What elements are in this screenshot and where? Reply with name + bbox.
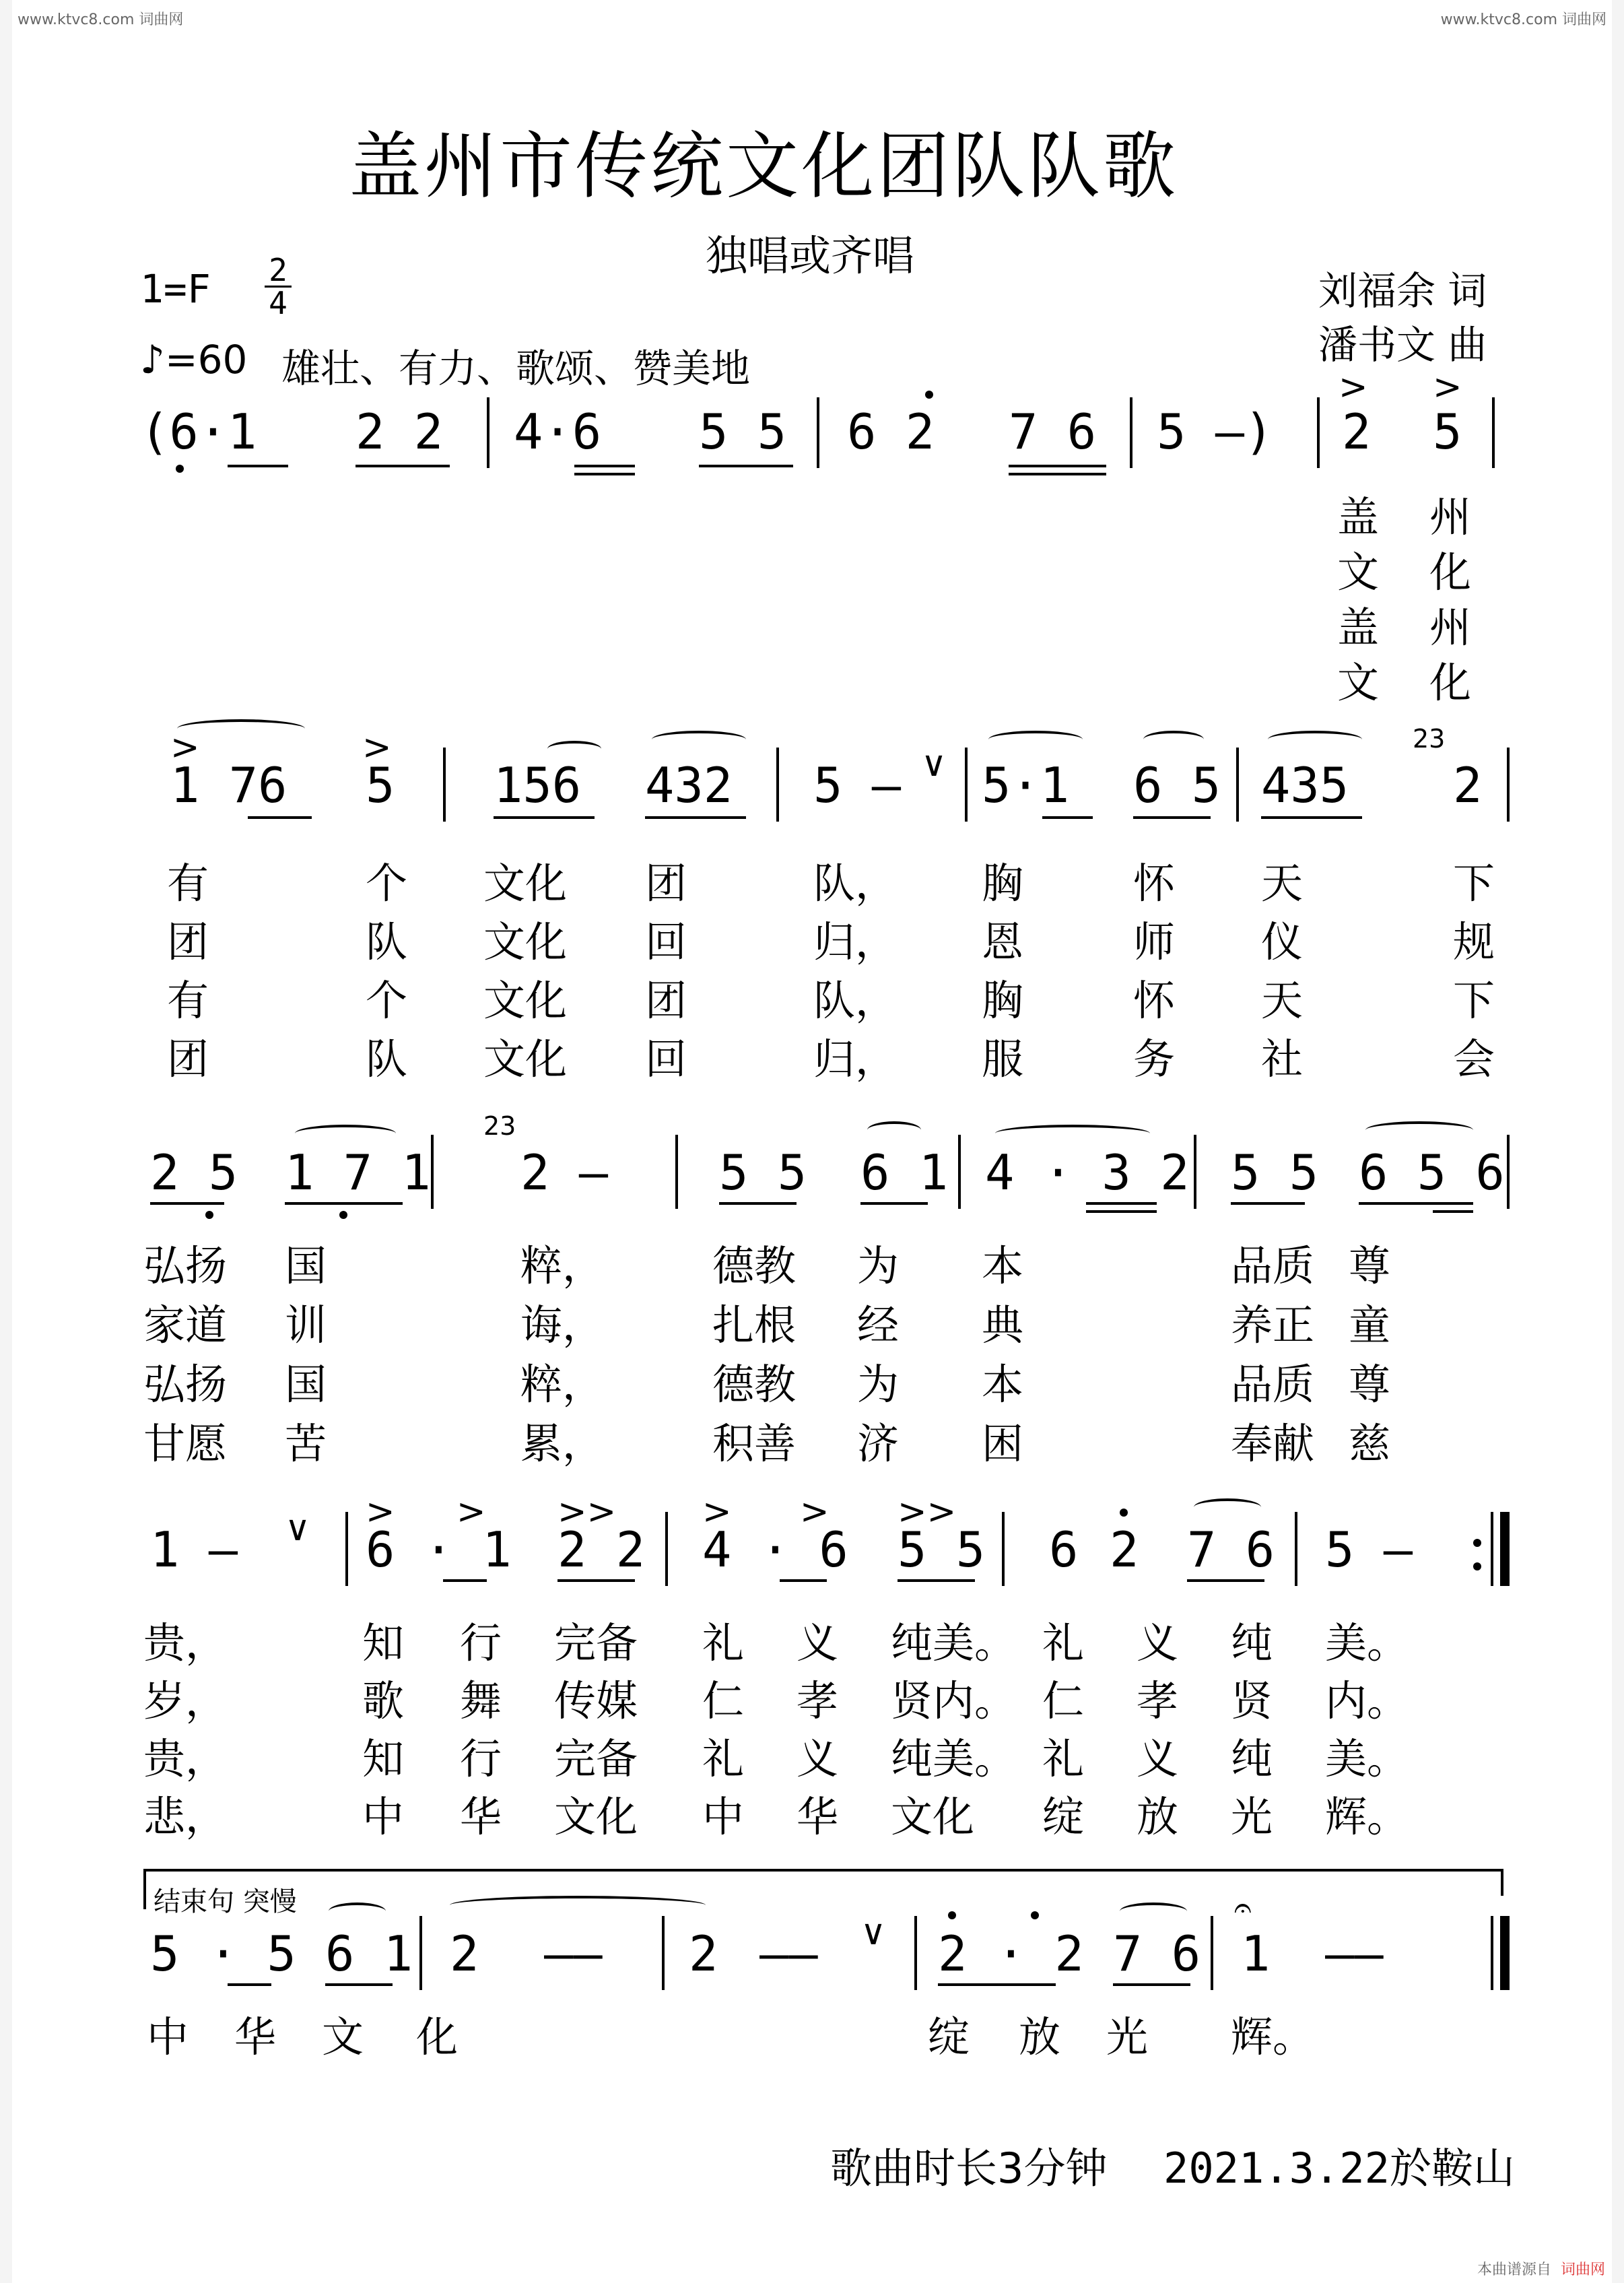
- lyric: 经: [857, 1300, 900, 1350]
- fermata-icon: 𝄐: [1234, 1889, 1252, 1925]
- barline: [345, 1512, 348, 1586]
- barline: [487, 397, 489, 468]
- lyric: 师: [1133, 917, 1176, 966]
- low-dot: [205, 1211, 213, 1219]
- underline: [150, 1202, 224, 1205]
- note-group: 6 5: [1133, 757, 1221, 814]
- note-group: 6 · 1: [366, 1521, 512, 1578]
- barline: [1492, 397, 1495, 468]
- lyric: 华: [797, 1792, 839, 1841]
- high-dot: [1031, 1911, 1039, 1919]
- lyric: 舞: [460, 1676, 502, 1725]
- underline: [860, 1202, 928, 1205]
- lyric: 知: [362, 1734, 405, 1783]
- slur: [1194, 1498, 1261, 1516]
- lyric: 州: [1429, 492, 1472, 541]
- lyric: 中: [147, 2012, 189, 2061]
- lyric: 仁: [702, 1676, 745, 1725]
- underline: [645, 816, 746, 819]
- lyric: 下: [1453, 976, 1495, 1025]
- lyric: 规: [1453, 917, 1495, 966]
- song-title: 盖州市传统文化团队队歌: [349, 125, 1179, 209]
- lyric: 家道: [143, 1300, 228, 1350]
- barline: [443, 748, 446, 822]
- underline: [1133, 816, 1211, 819]
- lyric: 州: [1429, 603, 1472, 652]
- barline: [1507, 1135, 1510, 1209]
- note-group: 5 —: [1325, 1521, 1413, 1578]
- lyric: 国: [285, 1241, 327, 1290]
- note-group: 6 2: [847, 403, 935, 460]
- time-top: 2: [269, 252, 287, 288]
- lyric: 华: [234, 2012, 277, 2061]
- note-group: 2 —: [520, 1144, 609, 1201]
- lyricist-credit: 刘福余 词: [1318, 268, 1487, 314]
- lyric: 完备: [554, 1734, 638, 1783]
- lyric: 童: [1349, 1300, 1391, 1350]
- lyric: 传媒: [554, 1676, 638, 1725]
- lyric: 文化: [483, 859, 568, 908]
- lyric: 为: [857, 1241, 900, 1290]
- lyric: 为: [857, 1360, 900, 1409]
- lyric: 慈: [1349, 1419, 1391, 1468]
- high-dot: [948, 1911, 956, 1919]
- lyric: 累，: [520, 1419, 605, 1468]
- score-page: [12, 0, 1612, 2283]
- lyric: 回: [645, 917, 687, 966]
- lyric: 胸: [982, 976, 1024, 1025]
- lyric: 化: [416, 2012, 459, 2061]
- lyric: 美。: [1325, 1734, 1409, 1783]
- lyric: 文: [322, 2012, 364, 2061]
- lyric: 贤: [1231, 1676, 1273, 1725]
- slur: [988, 731, 1083, 748]
- note-group: 7 6: [1113, 1925, 1201, 1982]
- lyric: 贵，: [143, 1618, 228, 1667]
- note-group: 5 —): [1157, 403, 1274, 460]
- time-bottom: 4: [265, 286, 292, 319]
- note-group: 432: [645, 757, 733, 814]
- accent-mark: >: [800, 1492, 830, 1532]
- lyric: 品质: [1231, 1241, 1315, 1290]
- slur: [329, 1902, 386, 1920]
- underline: [1009, 465, 1106, 467]
- lyric: 归，: [813, 917, 898, 966]
- lyric: 义: [1137, 1618, 1179, 1667]
- subtitle: 独唱或齐唱: [706, 231, 915, 280]
- lyric: 服: [982, 1034, 1024, 1084]
- lyric: 积善: [712, 1419, 797, 1468]
- key-signature: 1=F: [140, 266, 211, 312]
- underline: [1113, 1983, 1190, 1986]
- lyric: 光: [1106, 2012, 1149, 2061]
- note: 5: [1433, 403, 1462, 460]
- lyric: 怀: [1133, 859, 1176, 908]
- barline: [675, 1135, 678, 1209]
- lyric: 天: [1261, 976, 1304, 1025]
- breath-mark: ∨: [921, 744, 947, 785]
- barline: [1491, 1512, 1493, 1586]
- underline: [1086, 1202, 1157, 1205]
- note-group: (6·1: [140, 403, 257, 460]
- composer-credit: 潘书文 曲: [1318, 322, 1487, 368]
- note-group: 4·6: [514, 403, 602, 460]
- underline: [443, 1579, 487, 1582]
- breath-mark: ∨: [285, 1509, 311, 1549]
- dash: ——: [544, 1925, 603, 1982]
- underline: [228, 1983, 271, 1986]
- slur: [1120, 1902, 1187, 1920]
- lyric: 国: [285, 1360, 327, 1409]
- lyric: 仁: [1042, 1676, 1085, 1725]
- accent-mark: >: [702, 1492, 732, 1532]
- barline: [1002, 1512, 1005, 1586]
- note-group: 7 6: [1187, 1521, 1275, 1578]
- lyric: 孝: [1137, 1676, 1179, 1725]
- lyric: 本: [982, 1360, 1024, 1409]
- lyric: 中: [702, 1792, 745, 1841]
- lyric: 下: [1453, 859, 1495, 908]
- note-group: 5 5: [1231, 1144, 1319, 1201]
- lyric: 礼: [702, 1734, 745, 1783]
- watermark-bottom-b: 词曲网: [1560, 2261, 1605, 2278]
- lyric: 社: [1261, 1034, 1304, 1084]
- ending-label: 结束句 突慢: [154, 1886, 297, 1917]
- lyric: 文化: [483, 976, 568, 1025]
- lyric: 贤内。: [891, 1676, 1017, 1725]
- lyric: 孝: [797, 1676, 839, 1725]
- lyric: 盖: [1337, 492, 1380, 541]
- lyric: 放: [1137, 1792, 1179, 1841]
- bracket-line: [143, 1869, 1503, 1872]
- dash: ——: [1325, 1925, 1384, 1982]
- lyric: 行: [460, 1618, 502, 1667]
- lyric: 行: [460, 1734, 502, 1783]
- note: 5: [366, 757, 395, 814]
- lyric: 悲，: [143, 1792, 228, 1841]
- high-dot: [1120, 1509, 1128, 1517]
- lyric: 内。: [1325, 1676, 1409, 1725]
- underline: [557, 1579, 635, 1582]
- lyric: 团: [645, 859, 687, 908]
- repeat-dot: [1473, 1539, 1481, 1547]
- lyric: 仪: [1261, 917, 1304, 966]
- lyric: 弘扬: [143, 1241, 228, 1290]
- barline: [1317, 397, 1320, 468]
- lyric: 绽: [1042, 1792, 1085, 1841]
- underline: [574, 465, 635, 467]
- low-dot: [176, 465, 184, 473]
- bracket-left: [143, 1869, 146, 1909]
- lyric: 甘愿: [143, 1419, 228, 1468]
- note-group: 5 5: [699, 403, 787, 460]
- note-group: 2 2: [557, 1521, 646, 1578]
- lyric: 纯美。: [891, 1618, 1017, 1667]
- watermark-top-right: www.ktvc8.com 词曲网: [1440, 11, 1606, 28]
- lyric: 义: [797, 1734, 839, 1783]
- lyric: 文化: [891, 1792, 975, 1841]
- final-barline: [1500, 1916, 1510, 1990]
- lyric: 礼: [702, 1618, 745, 1667]
- note-group: 1 7 1: [285, 1144, 431, 1201]
- lyric: 奉献: [1231, 1419, 1315, 1468]
- accent-mark: >: [170, 727, 200, 768]
- lyric: 团: [645, 976, 687, 1025]
- lyric: 文化: [483, 917, 568, 966]
- underline: [1359, 1202, 1473, 1205]
- tempo: ♪=60: [140, 337, 248, 383]
- note-group: 6 1: [325, 1925, 413, 1982]
- lyric: 养正: [1231, 1300, 1315, 1350]
- lyric: 天: [1261, 859, 1304, 908]
- underline: [1086, 1210, 1157, 1213]
- barline: [1194, 1135, 1196, 1209]
- accent-mark: >: [1339, 367, 1368, 407]
- lyric: 纯美。: [891, 1734, 1017, 1783]
- lyric: 怀: [1133, 976, 1176, 1025]
- lyric: 礼: [1042, 1734, 1085, 1783]
- lyric: 济: [857, 1419, 900, 1468]
- lyric: 美。: [1325, 1618, 1409, 1667]
- underline: [1261, 816, 1362, 819]
- lyric: 义: [797, 1618, 839, 1667]
- note-group: 5·1: [982, 757, 1070, 814]
- underline: [898, 1579, 975, 1582]
- lyric: 扎根: [712, 1300, 797, 1350]
- underline: [938, 1983, 1056, 1986]
- expression-marking: 雄壮、有力、歌颂、赞美地: [281, 345, 751, 391]
- lyric: 礼: [1042, 1618, 1085, 1667]
- barline: [914, 1916, 917, 1990]
- lyric: 绽: [928, 2012, 970, 2061]
- underline: [719, 1202, 797, 1205]
- underline: [780, 1579, 827, 1582]
- note-group: 5 5: [719, 1144, 807, 1201]
- slur: [652, 731, 746, 748]
- note: 2: [1110, 1521, 1139, 1578]
- underline: [1187, 1579, 1264, 1582]
- underline: [574, 473, 635, 475]
- lyric: 辉。: [1231, 2012, 1315, 2061]
- slur: [295, 1125, 396, 1142]
- bracket-right: [1501, 1869, 1503, 1896]
- watermark-bottom-a: 本曲谱源自: [1477, 2261, 1551, 2278]
- note-group: 6 1: [860, 1144, 949, 1201]
- lyric: 队: [366, 917, 408, 966]
- lyric: 回: [645, 1034, 687, 1084]
- underline: [285, 1202, 403, 1205]
- lyric: 弘扬: [143, 1360, 228, 1409]
- lyric: 化: [1429, 548, 1472, 597]
- accent-mark: >>: [898, 1492, 957, 1532]
- lyric: 粹，: [520, 1360, 605, 1409]
- lyric: 光: [1231, 1792, 1273, 1841]
- lyric: 苦: [285, 1419, 327, 1468]
- barline: [1295, 1512, 1297, 1586]
- lyric: 有: [167, 976, 209, 1025]
- barline: [665, 1512, 668, 1586]
- underline: [494, 816, 595, 819]
- lyric: 纯: [1231, 1734, 1273, 1783]
- lyric: 恩: [982, 917, 1024, 966]
- note-group: 2 5: [150, 1144, 238, 1201]
- lyric: 文化: [483, 1034, 568, 1084]
- end-repeat-barline: [1500, 1512, 1510, 1586]
- note-group: 435: [1261, 757, 1349, 814]
- lyric: 纯: [1231, 1618, 1273, 1667]
- slur: [995, 1125, 1150, 1142]
- barline: [419, 1916, 422, 1990]
- note: 6: [1049, 1521, 1079, 1578]
- lyric: 岁，: [143, 1676, 228, 1725]
- barline: [431, 1135, 434, 1209]
- tie: [450, 1896, 706, 1915]
- lyric: 贵，: [143, 1734, 228, 1783]
- high-dot: [925, 391, 933, 399]
- underline: [1042, 816, 1093, 819]
- note-group: 5 —: [813, 757, 902, 814]
- lyric: 胸: [982, 859, 1024, 908]
- lyric: 放: [1019, 2012, 1061, 2061]
- lyric: 歌: [362, 1676, 405, 1725]
- date-place: 2021.3.22於鞍山: [1163, 2144, 1515, 2193]
- lyric: 归，: [813, 1034, 898, 1084]
- watermark-top-left: www.ktvc8.com 词曲网: [18, 11, 184, 28]
- lyric: 文: [1337, 548, 1380, 597]
- low-dot: [339, 1211, 347, 1219]
- note-group: 2 2: [356, 403, 444, 460]
- lyric: 团: [167, 917, 209, 966]
- accent-mark: >: [362, 727, 392, 768]
- lyric: 化: [1429, 658, 1472, 707]
- lyric: 盖: [1337, 603, 1380, 652]
- barline: [817, 397, 819, 468]
- note-group: 4 · 3 2: [985, 1144, 1190, 1201]
- lyric: 困: [982, 1419, 1024, 1468]
- song-duration: 歌曲时长3分钟: [830, 2144, 1108, 2193]
- note-group: 7 6: [1009, 403, 1097, 460]
- accent-mark: >>: [557, 1492, 617, 1532]
- lyric: 有: [167, 859, 209, 908]
- slur: [547, 741, 601, 757]
- note-group: 6 5 6: [1359, 1144, 1505, 1201]
- note-group: 5 · 5: [150, 1925, 296, 1982]
- note-group: 2 · 2: [938, 1925, 1084, 1982]
- barline: [1130, 397, 1132, 468]
- dash: ——: [759, 1925, 818, 1982]
- slur: [867, 1121, 921, 1139]
- lyric: 文化: [554, 1792, 638, 1841]
- underline: [248, 816, 312, 819]
- lyric: 德教: [712, 1360, 797, 1409]
- lyric: 务: [1133, 1034, 1176, 1084]
- lyric: 华: [460, 1792, 502, 1841]
- underline: [1433, 1210, 1473, 1213]
- grace-notes: 23: [1413, 724, 1446, 754]
- note-group: 156: [494, 757, 582, 814]
- note-group: 4 · 6: [702, 1521, 848, 1578]
- lyric: 辉。: [1325, 1792, 1409, 1841]
- lyric: 会: [1453, 1034, 1495, 1084]
- barline: [965, 748, 968, 822]
- accent-mark: >: [456, 1492, 486, 1532]
- slur: [1365, 1121, 1473, 1139]
- slur: [1143, 731, 1204, 748]
- lyric: 知: [362, 1618, 405, 1667]
- note-group: 1 —: [150, 1521, 238, 1578]
- time-signature: [265, 252, 292, 321]
- note: 2: [1453, 757, 1483, 814]
- accent-mark: >: [1433, 367, 1462, 407]
- note-group: 5 5: [898, 1521, 986, 1578]
- lyric: 团: [167, 1034, 209, 1084]
- lyric: 尊: [1349, 1241, 1391, 1290]
- lyric: 品质: [1231, 1360, 1315, 1409]
- lyric: 本: [982, 1241, 1024, 1290]
- barline: [1507, 748, 1510, 822]
- lyric: 粹，: [520, 1241, 605, 1290]
- barline: [958, 1135, 961, 1209]
- note-group: 1 76: [170, 757, 287, 814]
- grace-notes: 23: [483, 1111, 516, 1141]
- lyric: 训: [285, 1300, 327, 1350]
- note: 2: [689, 1925, 718, 1982]
- underline: [325, 1983, 393, 1986]
- lyric: 文: [1337, 658, 1380, 707]
- lyric: 典: [982, 1300, 1024, 1350]
- note: 2: [1342, 403, 1372, 460]
- lyric: 义: [1137, 1734, 1179, 1783]
- underline: [1231, 1202, 1305, 1205]
- lyric: 尊: [1349, 1360, 1391, 1409]
- barline: [1491, 1916, 1493, 1990]
- lyric: 德教: [712, 1241, 797, 1290]
- repeat-dot: [1473, 1562, 1481, 1570]
- barline: [1236, 748, 1239, 822]
- lyric: 队: [366, 1034, 408, 1084]
- barline: [1211, 1916, 1213, 1990]
- accent-mark: >: [366, 1492, 395, 1532]
- barline: [662, 1916, 665, 1990]
- slur: [1268, 731, 1362, 748]
- lyric: 队，: [813, 859, 898, 908]
- lyric: 中: [362, 1792, 405, 1841]
- underline: [228, 465, 288, 467]
- lyric: 队，: [813, 976, 898, 1025]
- note: 2: [450, 1925, 479, 1982]
- lyric: 完备: [554, 1618, 638, 1667]
- lyric: 诲，: [520, 1300, 605, 1350]
- underline: [699, 465, 793, 467]
- lyric: 个: [366, 859, 408, 908]
- underline: [1009, 473, 1106, 475]
- barline: [776, 748, 779, 822]
- breath-mark: ∨: [860, 1913, 887, 1953]
- note: 1: [1241, 1925, 1271, 1982]
- lyric: 个: [366, 976, 408, 1025]
- underline: [356, 465, 450, 467]
